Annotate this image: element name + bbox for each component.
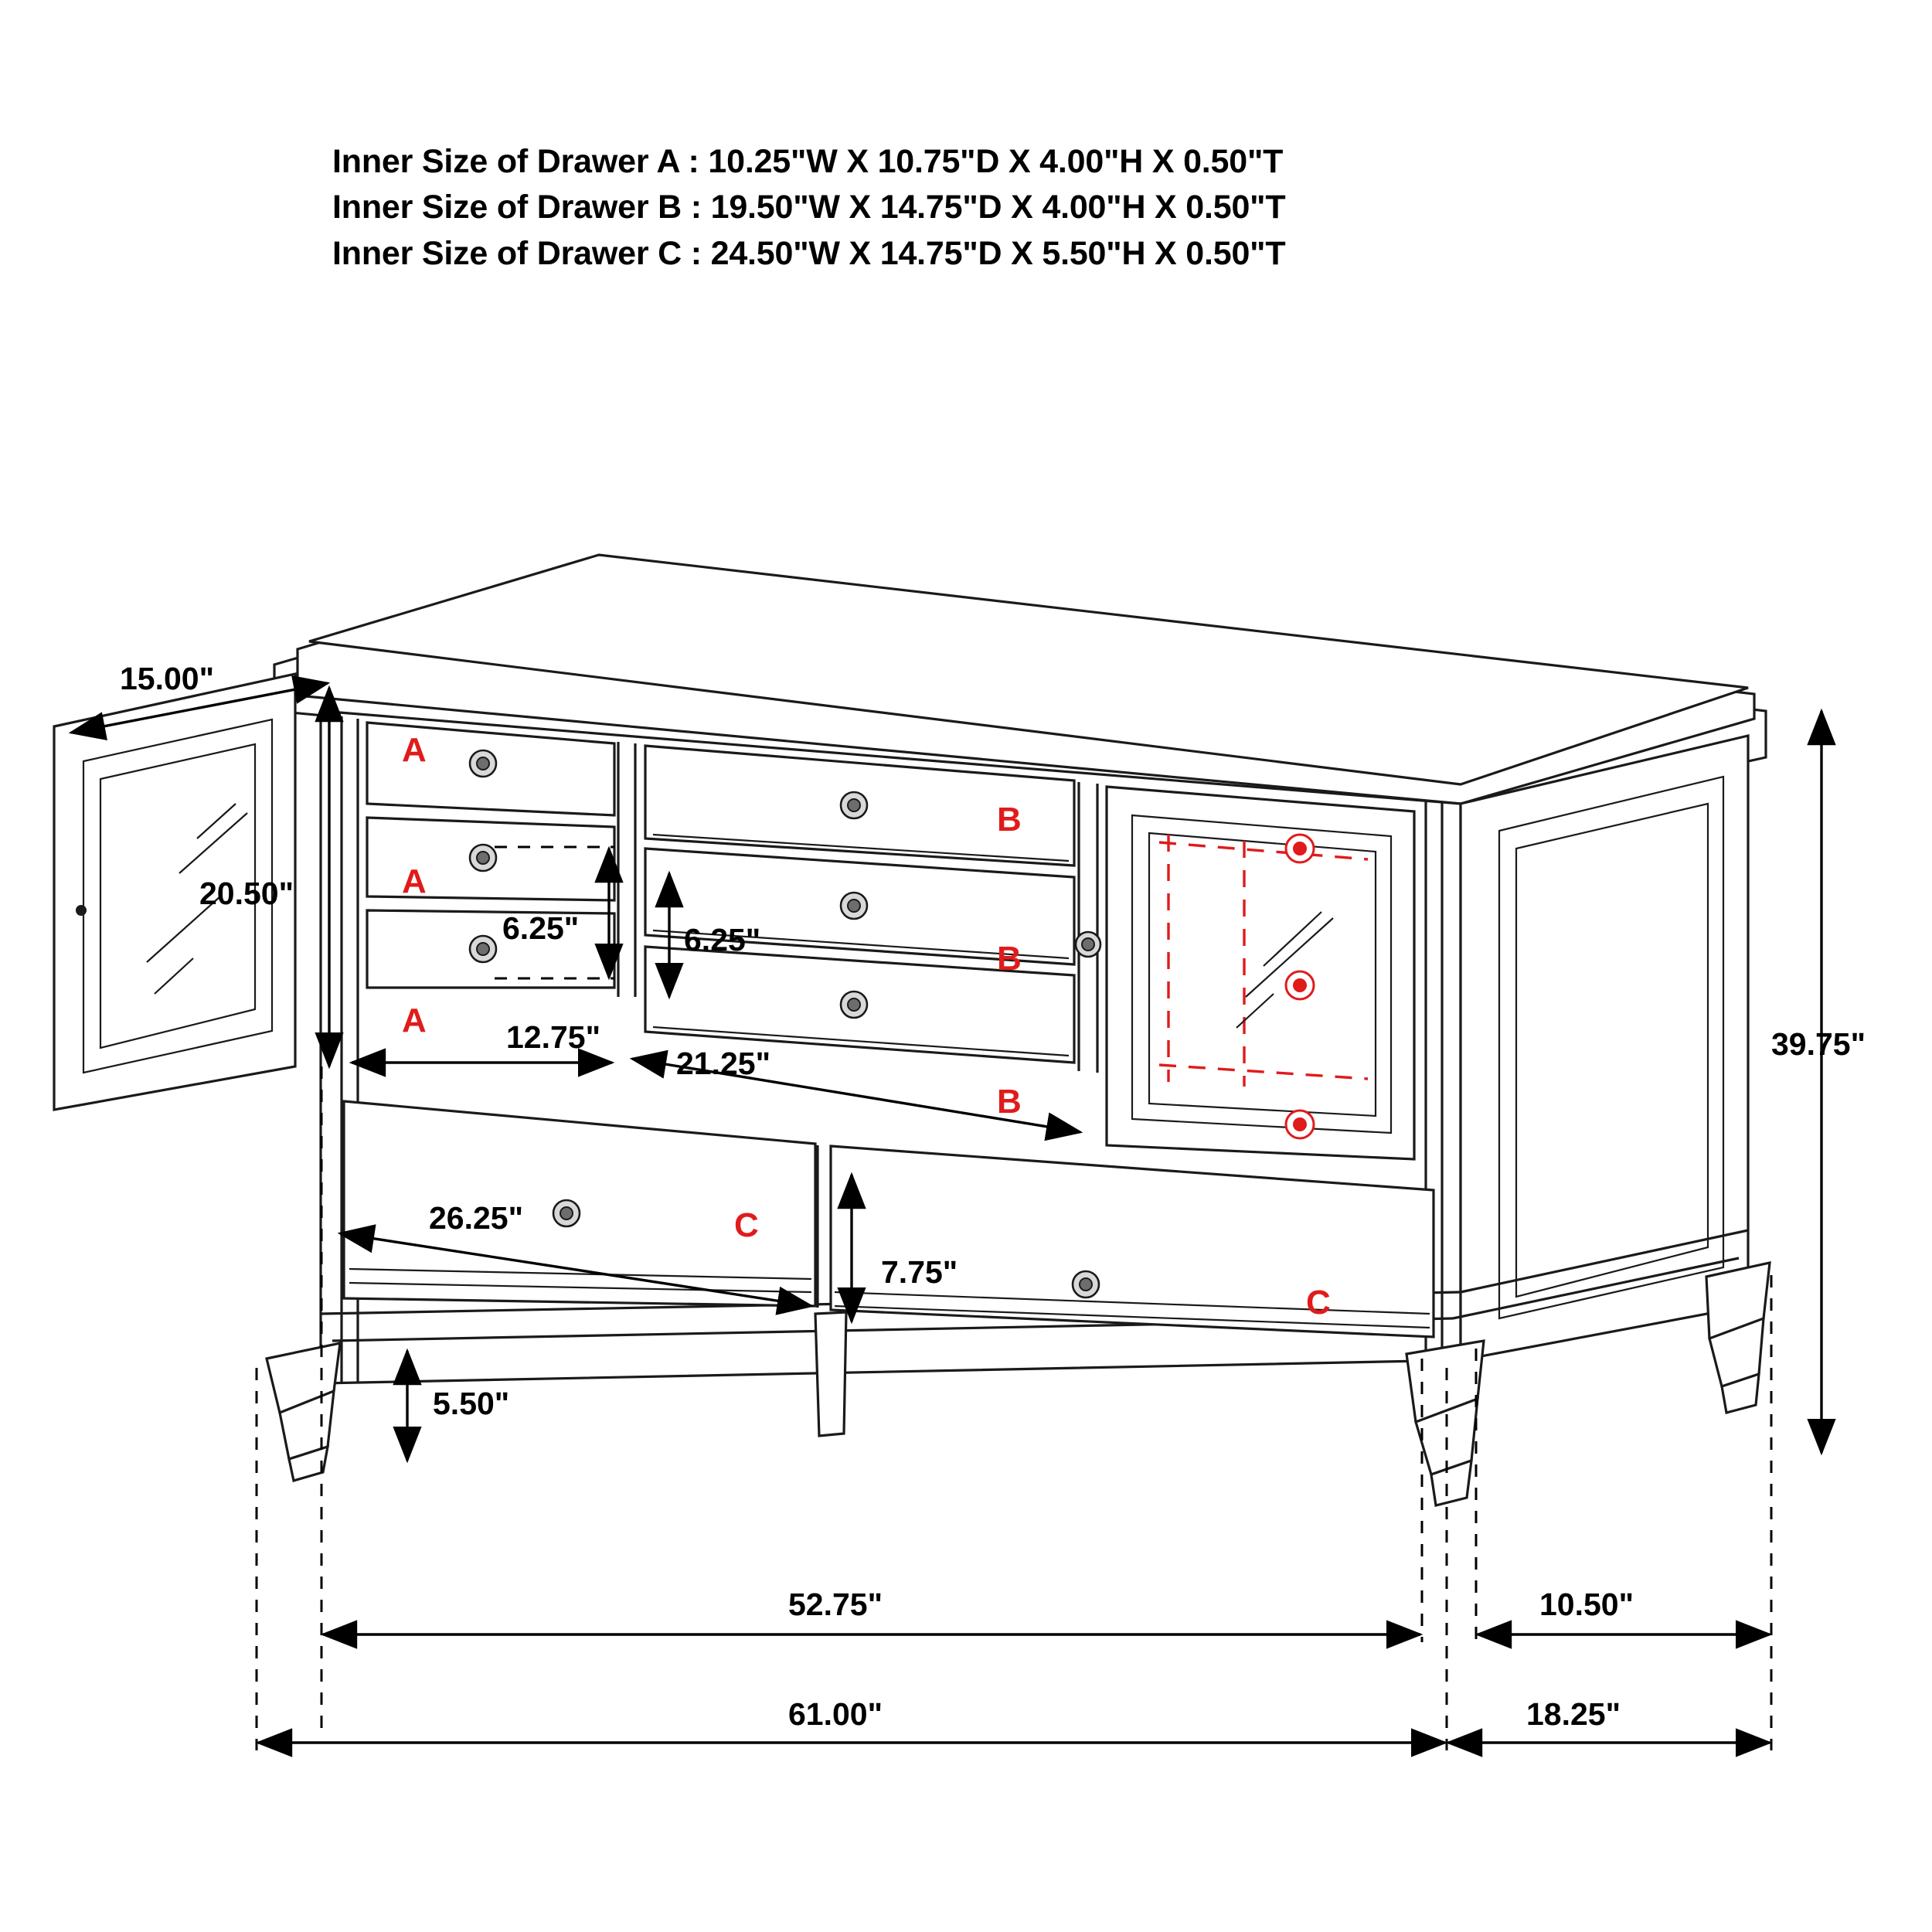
door-knob-red-mid (1286, 971, 1314, 999)
dim-drawer-c-height-label: 7.75" (881, 1254, 958, 1290)
knob-b1 (841, 792, 867, 818)
dim-overall-width (258, 1696, 1445, 1743)
dim-drawer-b-width-label: 21.25" (676, 1046, 771, 1081)
knob-a1 (470, 750, 496, 777)
dim-drawer-b-height-label: 6.25" (684, 922, 761, 957)
drawer-label-c1: C (734, 1206, 759, 1244)
dim-total-height (1771, 711, 1866, 1453)
dim-total-height-label: 39.75" (1771, 1026, 1866, 1062)
dim-front-width (323, 1587, 1420, 1634)
spec-line-b: Inner Size of Drawer B : 19.50"W X 14.75"D X 4.00"H X 0.50"T (332, 189, 1286, 226)
dim-drawer-a-width-label: 12.75" (506, 1019, 601, 1055)
knob-a3 (470, 936, 496, 962)
right-cabinet-door (1076, 787, 1414, 1159)
drawer-label-a2: A (402, 862, 427, 900)
drawer-label-c2: C (1306, 1284, 1331, 1321)
knob-a2 (470, 845, 496, 871)
door-knob-red-top (1286, 835, 1314, 862)
dim-side-depth-inner-label: 10.50" (1539, 1587, 1634, 1622)
spec-line-a: Inner Size of Drawer A : 10.25"W X 10.75"D X 4.00"H X 0.50"T (332, 143, 1284, 180)
dim-drawer-c-width-label: 26.25" (429, 1200, 524, 1236)
dim-side-depth-overall-label: 18.25" (1526, 1696, 1621, 1732)
dim-door-height-label: 20.50" (199, 876, 294, 911)
drawer-label-b1: B (997, 801, 1022, 838)
drawer-label-a3: A (402, 1002, 427, 1039)
spec-line-c: Inner Size of Drawer C : 24.50"W X 14.75"D X 5.50"H X 0.50"T (332, 234, 1286, 272)
knob-c1 (553, 1200, 580, 1226)
drawer-column-b (645, 746, 1097, 1073)
door-knob-red-bottom (1286, 1111, 1314, 1138)
dim-door-depth-label: 15.00" (120, 661, 215, 696)
drawer-label-a1: A (402, 731, 427, 769)
dim-overall-width-label: 61.00" (788, 1696, 883, 1732)
knob-b3 (841, 992, 867, 1018)
dim-front-width-label: 52.75" (788, 1587, 883, 1622)
dim-side-depth-overall (1448, 1696, 1770, 1743)
dim-leg-height-label: 5.50" (433, 1386, 510, 1421)
drawer-label-b2: B (997, 940, 1022, 978)
knob-b2 (841, 893, 867, 919)
knob-c2 (1073, 1271, 1099, 1298)
dim-side-depth-inner (1478, 1587, 1770, 1634)
drawer-label-b3: B (997, 1083, 1022, 1121)
dim-drawer-a-height-label: 6.25" (502, 910, 580, 946)
